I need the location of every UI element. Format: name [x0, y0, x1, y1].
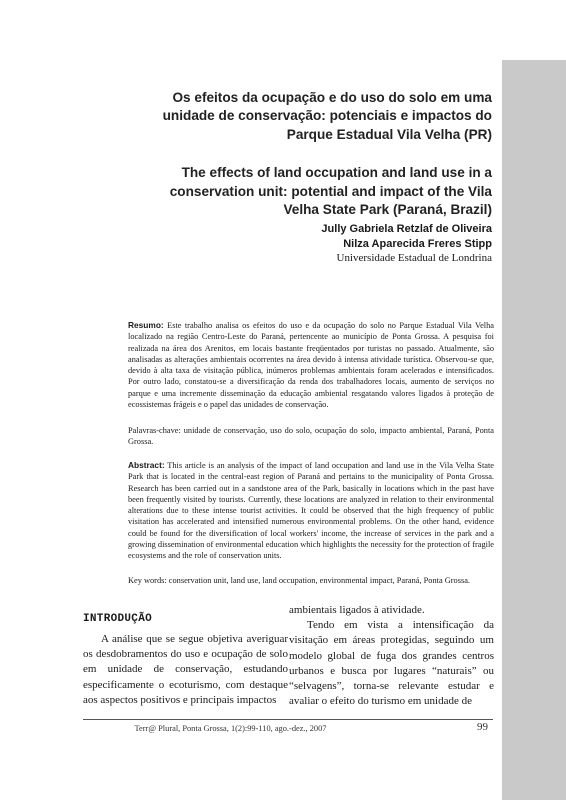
title-en-line: conservation unit: potential and impact of the Vila — [169, 183, 492, 199]
author-name: Jully Gabriela Retzlaf de Oliveira — [321, 223, 492, 235]
title-pt-line: Parque Estadual Vila Velha (PR) — [286, 126, 492, 142]
title-en-line: The effects of land occupation and land use in a — [181, 165, 492, 181]
title-en-line: Velha State Park (Paraná, Brazil) — [283, 202, 492, 218]
page-number: 99 — [477, 721, 488, 733]
body-paragraph: A análise que se segue objetiva averiguar os desdobramentos do uso e ocupação de solo em unidade de conservação, estudando especificamente o ecoturismo, com destaque aos aspectos positivos e principais impactos — [83, 633, 288, 706]
page-side-band-top — [502, 0, 566, 60]
body-paragraph-continued: ambientais ligados à atividade. — [289, 604, 425, 616]
author-affiliation: Universidade Estadual de Londrina — [336, 252, 492, 265]
title-block — [120, 89, 492, 239]
resumo-paragraph — [128, 320, 494, 410]
palavras-chave: Palavras-chave: unidade de conservação, uso do solo, ocupação do solo, impacto ambiental, Paraná, Ponta Grossa. — [128, 426, 494, 447]
title-english — [120, 164, 492, 219]
title-pt-line: unidade de conservação: potenciais e impactos do — [162, 108, 492, 124]
resumo-label: Resumo: — [128, 320, 164, 330]
footer-citation: Terr@ Plural, Ponta Grossa, 1(2):99-110, ago.-dez., 2007 — [134, 724, 327, 733]
abstract-label: Abstract: — [128, 460, 165, 470]
body-column-right — [289, 603, 494, 709]
title-portuguese — [120, 89, 492, 144]
footer-rule — [83, 719, 493, 720]
keywords: Key words: conservation unit, land use, land occupation, environmental impact, Paraná, Ponta Grossa. — [128, 576, 471, 585]
body-paragraph: Tendo em vista a intensificação da visitação em áreas protegidas, seguindo um modelo global de fuga dos grandes centros urbanos e busca por lugares “naturais” ou “selvagens”, torna-se relevante estudar e avaliar o efeito do turismo em unidade de — [289, 619, 494, 708]
resumo-text: Este trabalho analisa os efeitos do uso e da ocupação do solo no Parque Estadual Vila Velha localizado na região Centro-Leste do Paraná, pertencente ao município de Ponta Grossa. A pesquisa foi realizada na área dos Arenitos, em locais bastante freqüentados por turistas no passado. Atualmente, são analisadas as alterações ambientais ocorrentes na área devido à intensa atividade turística. Observou-se que, devido à alta taxa de visitação pública, inúmeros problemas ambientais foram acelerados e intensificados. Por outro lado, constatou-se a diversificação da renda dos trabalhadores locais, aumento de serviços no parque e uma incremente disseminação da educação ambiental resgatando valores ligados à proteção de ecossistemas frágeis e o papel das unidades de conservação. — [128, 321, 494, 410]
author-name: Nilza Aparecida Freres Stipp — [343, 237, 492, 250]
section-heading: INTRODUÇÃO — [83, 613, 153, 625]
title-pt-line: Os efeitos da ocupação e do uso do solo em uma — [172, 90, 492, 105]
author-block — [321, 222, 492, 266]
page-side-band — [502, 0, 566, 800]
abstract-paragraph — [128, 460, 494, 562]
body-column-left — [83, 632, 288, 708]
abstract-text: This article is an analysis of the impact of land occupation and land use in the Vila Velha State Park that is located in the central-east region of Paraná and pertains to the municipality of Ponta Grossa. Research has been carried out in a sandstone area of the Park, basically in locations which in the past have been frequently visited by tourists. Currently, these locations are analyzed in relation to their environmental alterations due to these intense tourist activities. It could be observed that the high frequency of public visitation has accelerated and intensified numerous environmental problems. On the other hand, evidence could be found for the diversification of local workers' income, the increase of services in the park and a growing dissemination of environmental education which highlights the necessity for the protection of fragile ecosystems and the role of conservation units. — [128, 461, 494, 561]
